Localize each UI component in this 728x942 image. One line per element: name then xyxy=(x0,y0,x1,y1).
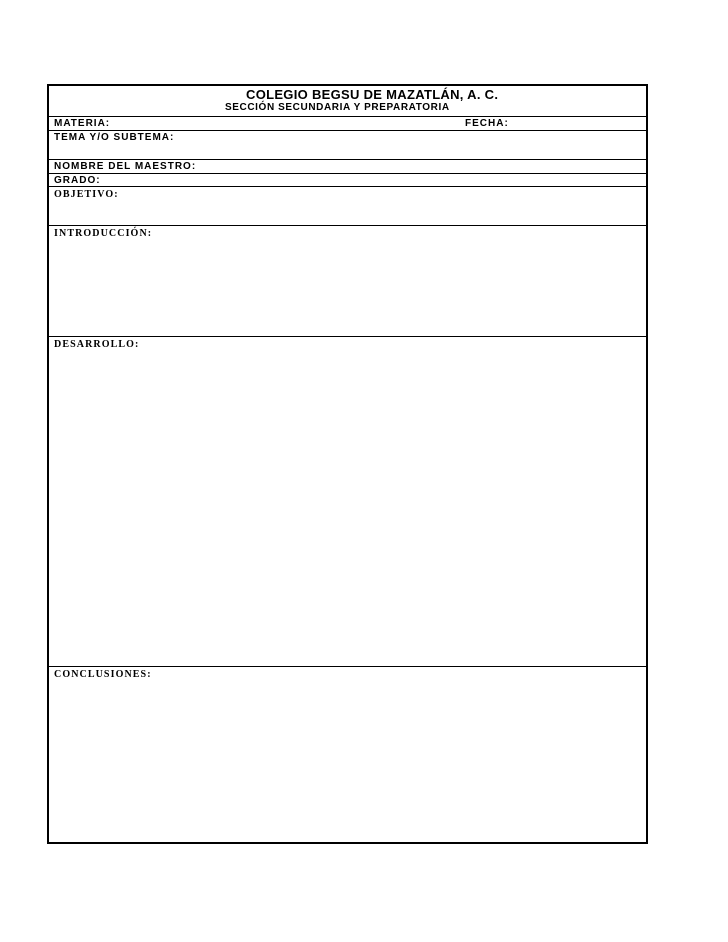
maestro-row[interactable] xyxy=(49,160,646,174)
fecha-label: FECHA: xyxy=(465,118,509,129)
objetivo-section[interactable] xyxy=(49,187,646,226)
materia-label: MATERIA: xyxy=(54,118,111,129)
introduccion-label: INTRODUCCIÓN: xyxy=(54,228,153,239)
maestro-label: NOMBRE DEL MAESTRO: xyxy=(54,161,197,172)
desarrollo-section[interactable] xyxy=(49,337,646,667)
tema-row[interactable] xyxy=(49,131,646,160)
materia-row[interactable] xyxy=(49,117,646,131)
conclusiones-label: CONCLUSIONES: xyxy=(54,669,152,680)
section-name: SECCIÓN SECUNDARIA Y PREPARATORIA xyxy=(225,102,450,113)
desarrollo-label: DESARROLLO: xyxy=(54,339,140,350)
school-name: COLEGIO BEGSU DE MAZATLÁN, A. C. xyxy=(246,87,499,102)
introduccion-section[interactable] xyxy=(49,226,646,337)
grado-row[interactable] xyxy=(49,174,646,187)
objetivo-label: OBJETIVO: xyxy=(54,189,119,200)
grado-label: GRADO: xyxy=(54,175,101,186)
conclusiones-section[interactable] xyxy=(49,667,646,842)
form-header xyxy=(49,86,646,117)
lesson-plan-form xyxy=(47,84,648,844)
tema-label: TEMA Y/O SUBTEMA: xyxy=(54,132,175,143)
